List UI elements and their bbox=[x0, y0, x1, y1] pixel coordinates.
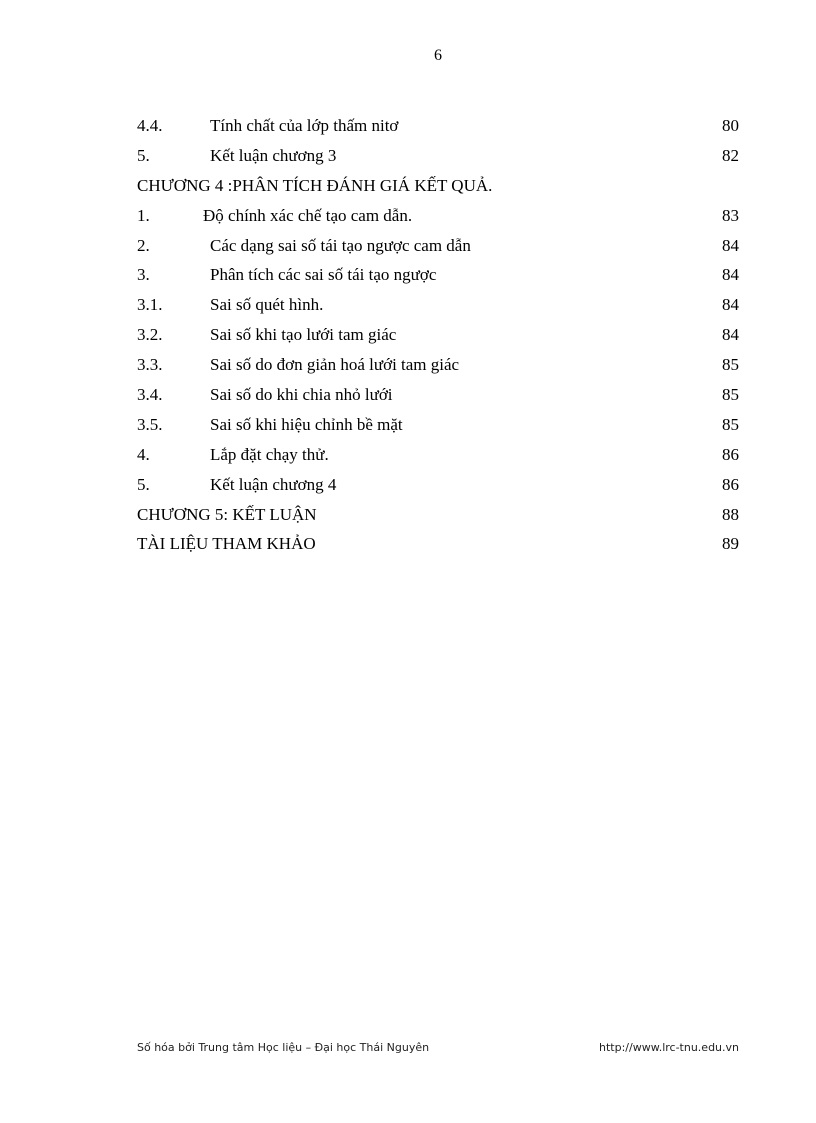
toc-entry-number: 5. bbox=[137, 474, 150, 494]
toc-entry[interactable] bbox=[137, 350, 739, 380]
toc-entry-page: 89 bbox=[722, 534, 739, 554]
toc-entry[interactable] bbox=[137, 290, 739, 320]
toc-entry[interactable] bbox=[137, 380, 739, 410]
toc-entry-title: TÀI LIỆU THAM KHẢO bbox=[137, 534, 316, 554]
toc-entry-number: 5. bbox=[137, 145, 150, 165]
toc-entry[interactable] bbox=[137, 111, 739, 141]
toc-entry-page: 83 bbox=[722, 205, 739, 225]
toc-entry-title: Sai số quét hình. bbox=[210, 295, 324, 315]
toc-entry-title: Sai số khi hiệu chỉnh bề mặt bbox=[210, 414, 403, 434]
toc-entry-page: 80 bbox=[722, 116, 739, 135]
toc-entry-page: 84 bbox=[722, 325, 739, 345]
toc-entry-title: Tính chất của lớp thấm nitơ bbox=[210, 116, 399, 135]
toc-entry[interactable] bbox=[137, 260, 739, 290]
toc-entry-number: 3.3. bbox=[137, 355, 163, 375]
toc-entry-number: 3.2. bbox=[137, 325, 163, 345]
toc-entry-title: Phân tích các sai số tái tạo ngược bbox=[210, 265, 437, 285]
toc-entry[interactable] bbox=[137, 470, 739, 500]
toc-entry-title: Các dạng sai số tái tạo ngược cam dẫn bbox=[210, 235, 471, 255]
toc-entry-number: 3.5. bbox=[137, 414, 163, 434]
toc-entry[interactable] bbox=[137, 320, 739, 350]
toc-entry-number: 4.4. bbox=[137, 116, 163, 135]
toc-entry-number: 2. bbox=[137, 235, 150, 255]
toc-entry-number: 3.4. bbox=[137, 385, 163, 405]
toc-entry-page: 86 bbox=[722, 444, 739, 464]
toc-entry-page: 84 bbox=[722, 235, 739, 255]
toc-entry-title: CHƯƠNG 5: KẾT LUẬN bbox=[137, 504, 317, 524]
toc-entry[interactable] bbox=[137, 141, 739, 171]
toc-entry-number: 4. bbox=[137, 444, 150, 464]
toc-entry-title: Kết luận chương 3 bbox=[210, 145, 337, 165]
toc-entry-page: 85 bbox=[722, 414, 739, 434]
toc-entry-title: Sai số khi tạo lưới tam giác bbox=[210, 325, 397, 345]
toc-entry-title: Kết luận chương 4 bbox=[210, 474, 337, 494]
toc-entry-title: Sai số do khi chia nhỏ lưới bbox=[210, 385, 393, 405]
table-of-contents bbox=[137, 111, 739, 559]
toc-entry-page: 84 bbox=[722, 295, 739, 315]
footer-url[interactable]: http://www.lrc-tnu.edu.vn bbox=[599, 1041, 739, 1054]
toc-entry-number: 3. bbox=[137, 265, 150, 285]
toc-entry-page: 82 bbox=[722, 145, 739, 165]
page-number: 6 bbox=[434, 47, 442, 64]
toc-entry-number: 3.1. bbox=[137, 295, 163, 315]
footer-credit: Số hóa bởi Trung tâm Học liệu – Đại học Thái Nguyên bbox=[137, 1041, 430, 1054]
toc-entry-page: 88 bbox=[722, 504, 739, 524]
toc-entry-title: Sai số do đơn giản hoá lưới tam giác bbox=[210, 355, 460, 375]
toc-entry-title: CHƯƠNG 4 :PHÂN TÍCH ĐÁNH GIÁ KẾT QUẢ. bbox=[137, 175, 493, 195]
toc-entry-page: 84 bbox=[722, 265, 739, 285]
toc-entry[interactable] bbox=[137, 410, 739, 440]
toc-entry-page: 85 bbox=[722, 385, 739, 405]
toc-chapter-heading[interactable] bbox=[137, 529, 739, 559]
toc-entry[interactable] bbox=[137, 201, 739, 231]
toc-entry-title: Lắp đặt chạy thử. bbox=[210, 444, 329, 464]
toc-entry-title: Độ chính xác chế tạo cam dẫn. bbox=[203, 205, 413, 225]
toc-chapter-heading[interactable] bbox=[137, 500, 739, 530]
toc-entry-number: 1. bbox=[137, 205, 150, 225]
toc-entry-page: 85 bbox=[722, 355, 739, 375]
toc-entry[interactable] bbox=[137, 440, 739, 470]
toc-entry[interactable] bbox=[137, 231, 739, 261]
toc-entry-page: 86 bbox=[722, 474, 739, 494]
toc-chapter-heading[interactable] bbox=[137, 171, 739, 201]
